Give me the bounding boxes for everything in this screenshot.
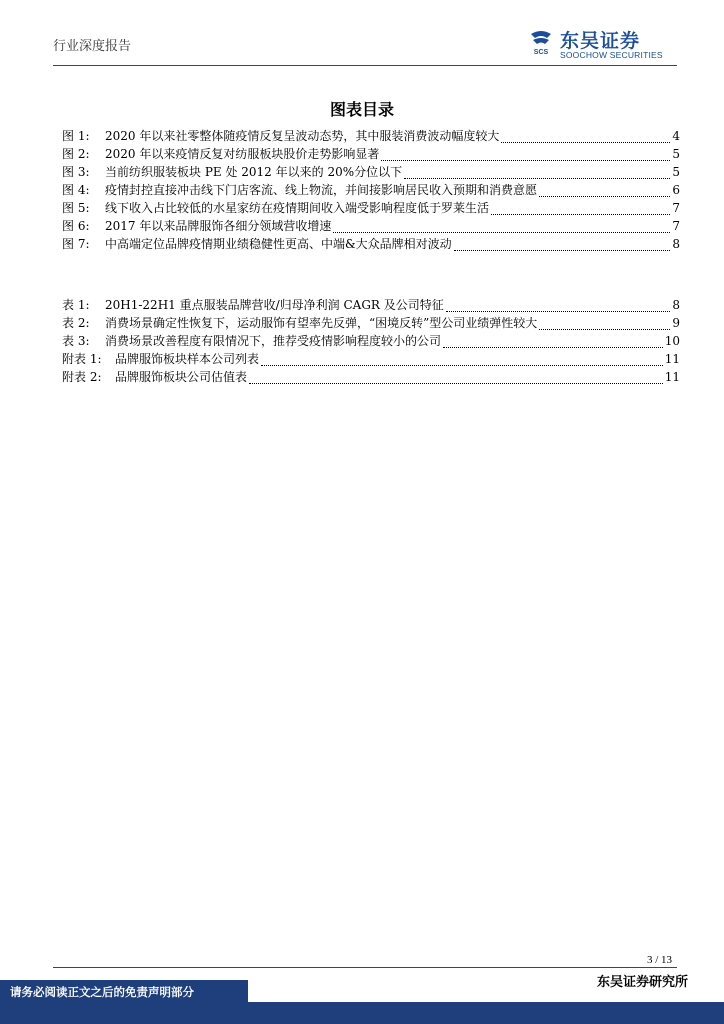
toc-entry-table-1[interactable] [62, 296, 680, 314]
toc-leader-dots [454, 238, 670, 251]
soochow-logo-mark-icon [527, 28, 555, 56]
page-number: 3 / 13 [646, 954, 672, 966]
toc-leader-dots [501, 130, 670, 143]
toc-entry-title: 品牌服饰板块公司估值表 [115, 370, 248, 384]
toc-entry-page: 5 [672, 147, 680, 161]
soochow-logo [527, 26, 677, 62]
toc-entry-title: 品牌服饰板块样本公司列表 [115, 352, 260, 366]
toc-entry-number: 表 1: [62, 298, 90, 312]
toc-entry-page: 7 [672, 219, 680, 233]
toc-leader-dots [491, 202, 670, 215]
toc-entry-figure-6[interactable] [62, 217, 680, 235]
report-type-label: 行业深度报告 [53, 39, 132, 54]
toc-entry-appendix-table-1[interactable] [62, 350, 680, 368]
toc-entry-page: 8 [672, 298, 680, 312]
logo-english-name: SOOCHOW SECURITIES [560, 50, 663, 60]
toc-entry-number: 表 2: [62, 316, 90, 330]
toc-entry-title: 中高端定位品牌疫情期业绩稳健性更高、中端&大众品牌相对波动 [105, 237, 452, 251]
toc-leader-dots [443, 335, 663, 348]
toc-leader-dots [261, 353, 663, 366]
figure-list [62, 127, 680, 253]
toc-entry-page: 10 [664, 334, 680, 348]
toc-entry-number: 附表 1: [62, 352, 102, 366]
toc-entry-page: 11 [664, 352, 680, 366]
footer-divider [53, 967, 677, 968]
toc-entry-figure-2[interactable] [62, 145, 680, 163]
toc-leader-dots [539, 317, 670, 330]
footer-strip [0, 1002, 724, 1024]
toc-entry-figure-7[interactable] [62, 235, 680, 253]
header-divider [53, 65, 677, 66]
toc-entry-number: 图 2: [62, 147, 90, 161]
toc-entry-title: 消费场景改善程度有限情况下，推荐受疫情影响程度较小的公司 [105, 334, 442, 348]
toc-leader-dots [404, 166, 670, 179]
logo-mark-text: SCS [533, 49, 549, 56]
toc-entry-title: 2020 年以来疫情反复对纺服板块股价走势影响显著 [105, 147, 380, 161]
toc-entry-page: 8 [672, 237, 680, 251]
toc-entry-number: 图 3: [62, 165, 90, 179]
toc-entry-figure-4[interactable] [62, 181, 680, 199]
toc-entry-number: 图 5: [62, 201, 90, 215]
toc-entry-figure-3[interactable] [62, 163, 680, 181]
table-list [62, 296, 680, 386]
toc-entry-table-2[interactable] [62, 314, 680, 332]
toc-entry-number: 图 6: [62, 219, 90, 233]
toc-entry-number: 图 1: [62, 129, 90, 143]
institute-name: 东吴证券研究所 [596, 975, 688, 990]
disclaimer-notice: 请务必阅读正文之后的免责声明部分 [10, 985, 194, 999]
toc-entry-appendix-table-2[interactable] [62, 368, 680, 386]
toc-entry-figure-5[interactable] [62, 199, 680, 217]
toc-leader-dots [539, 184, 670, 197]
page-title: 图表目录 [329, 100, 394, 119]
toc-entry-number: 附表 2: [62, 370, 102, 384]
toc-entry-title: 消费场景确定性恢复下，运动服饰有望率先反弹，“困境反转”型公司业绩弹性较大 [105, 316, 538, 330]
toc-leader-dots [446, 299, 670, 312]
toc-entry-title: 20H1-22H1 重点服装品牌营收/归母净利润 CAGR 及公司特征 [105, 298, 444, 312]
toc-entry-title: 2020 年以来社零整体随疫情反复呈波动态势，其中服装消费波动幅度较大 [105, 129, 500, 143]
toc-entry-title: 当前纺织服装板块 PE 处 2012 年以来的 20%分位以下 [105, 165, 403, 179]
toc-entry-number: 表 3: [62, 334, 90, 348]
logo-chinese-name: 东吴证券 [560, 30, 641, 52]
toc-entry-page: 7 [672, 201, 680, 215]
toc-entry-page: 6 [672, 183, 680, 197]
toc-entry-number: 图 4: [62, 183, 90, 197]
toc-leader-dots [381, 148, 670, 161]
toc-leader-dots [249, 371, 663, 384]
toc-entry-page: 11 [664, 370, 680, 384]
toc-entry-page: 9 [672, 316, 680, 330]
toc-entry-number: 图 7: [62, 237, 90, 251]
toc-entry-figure-1[interactable] [62, 127, 680, 145]
toc-leader-dots [333, 220, 670, 233]
toc-entry-title: 2017 年以来品牌服饰各细分领域营收增速 [105, 219, 332, 233]
toc-entry-page: 4 [672, 129, 680, 143]
toc-entry-title: 线下收入占比较低的水星家纺在疫情期间收入端受影响程度低于罗莱生活 [105, 201, 490, 215]
toc-entry-title: 疫情封控直接冲击线下门店客流、线上物流，并间接影响居民收入预期和消费意愿 [105, 183, 538, 197]
toc-entry-page: 5 [672, 165, 680, 179]
toc-entry-table-3[interactable] [62, 332, 680, 350]
